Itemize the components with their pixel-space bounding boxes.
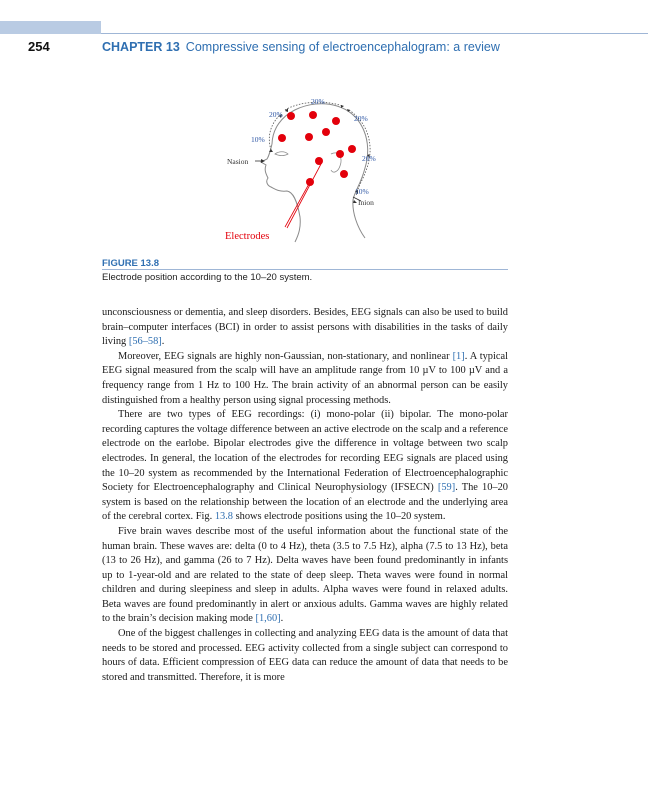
eye-outline <box>275 152 288 156</box>
label-upper-right: 20% <box>354 114 368 123</box>
head-outline <box>261 104 368 242</box>
nasion-arrowhead <box>261 159 265 163</box>
label-upper-left: 20% <box>269 110 283 119</box>
electrode <box>278 134 286 142</box>
page-number: 254 <box>28 39 50 54</box>
electrode <box>315 157 323 165</box>
electrode <box>332 117 340 125</box>
paragraph <box>102 408 508 525</box>
chapter-title: Compressive sensing of electroencephalogram: a review <box>185 40 500 54</box>
electrode-pointer-line <box>285 182 310 227</box>
body-text <box>102 306 508 685</box>
label-electrodes: Electrodes <box>225 231 270 242</box>
measure-arc-front <box>269 114 281 150</box>
paragraph-text: . A typical EEG signal measured from the scalp will have an amplitude range from 10 µV to 100 µV and a frequency range from 1 Hz to 100 Hz. The brain activity of an abnormal person can be easily distinguished from a healthy person using signal processing methods. <box>102 350 508 406</box>
citation-link[interactable]: [1] <box>452 350 465 362</box>
paragraph <box>102 627 508 685</box>
paragraph-text: Five brain waves describe most of the useful information about the functional state of the human brain. These waves are: delta (0 to 4 Hz), theta (3.5 to 7.5 Hz), alpha (7.5 to 13 Hz), beta (13 to 26 Hz), and gamma (26 to 7 Hz). Delta waves have been found predominantly in infants up to 1-year-old and are related to the state of deep sleep. Theta waves were found in normal children and during sleepiness and sleep in adults. Alpha waves were found in relaxed adults. Beta waves are found predominantly in alert or anxious adults. Gamma waves are highly related to the brain’s decision making mode <box>102 525 508 625</box>
paragraph-text: . The 10–20 system is based on the relationship between the location of an electrode and the underlying area of the cerebral cortex. Fig. <box>102 482 508 523</box>
header-accent-bar <box>0 21 101 34</box>
paragraph-text: . <box>161 336 165 348</box>
citation-link[interactable]: [1,60] <box>255 613 281 625</box>
electrode <box>340 170 348 178</box>
electrode <box>287 112 295 120</box>
label-left: 10% <box>251 135 265 144</box>
citation-link[interactable]: [56–58] <box>128 336 162 348</box>
figure-link[interactable]: 13.8 <box>214 511 233 523</box>
electrode <box>309 111 317 119</box>
electrode-pointer-line <box>287 164 321 228</box>
head-diagram <box>215 92 395 254</box>
paragraph <box>102 350 508 408</box>
figure-label: FIGURE 13.8 <box>102 258 160 269</box>
electrode-figure <box>215 92 395 254</box>
paragraph-text: unconsciousness or dementia, and sleep disorders. Besides, EEG signals can also be used to build brain–computer interfaces (BCI) in order to assist persons with disabilities in the tasks of daily living <box>102 307 508 348</box>
label-nasion: Nasion <box>227 157 249 166</box>
paragraph <box>102 525 508 627</box>
paragraph-text: There are two types of EEG recordings: (i) mono-polar (ii) bipolar. The mono-polar recording captures the voltage difference between an active electrode on the scalp and a reference electrode on the earlobe. Bipolar electrodes give the difference in voltage between two scalp electrodes. In general, the location of the electrodes for recording EEG signals are placed using the 10–20 system as recommended by the International Federation of Electroencephalographic Society for Electroencephalography and Clinical Neurophysiology (IFSECN) <box>102 409 508 494</box>
label-inion: Inion <box>358 198 374 207</box>
figure-rule <box>102 269 508 270</box>
paragraph-text: shows electrode positions using the 10–20 system. <box>233 511 446 523</box>
paragraph-text: . <box>280 613 284 625</box>
label-right: 20% <box>362 154 376 163</box>
paragraph-text: Moreover, EEG signals are highly non-Gaussian, non-stationary, and nonlinear <box>118 350 453 362</box>
running-header <box>28 38 628 56</box>
paragraph-text: One of the biggest challenges in collecting and analyzing EEG data is the amount of data that needs to be stored and processed. EEG activity collected from a single subject can correspond to hours of data. Efficient compression of EEG data can reduce the amount of data that needs to be stored and transmitted. Therefore, it is more <box>102 628 508 683</box>
label-lower-right: 10% <box>355 187 369 196</box>
electrode <box>305 133 313 141</box>
header-rule <box>101 33 648 34</box>
chapter-label: CHAPTER 13 <box>102 40 180 54</box>
paragraph <box>102 306 508 350</box>
electrode <box>336 150 344 158</box>
figure-caption: Electrode position according to the 10–20 system. <box>102 272 313 283</box>
electrode <box>322 128 330 136</box>
electrode <box>348 145 356 153</box>
label-top: 20% <box>311 97 325 106</box>
electrodes <box>278 111 356 186</box>
citation-link[interactable]: [59] <box>437 482 456 494</box>
